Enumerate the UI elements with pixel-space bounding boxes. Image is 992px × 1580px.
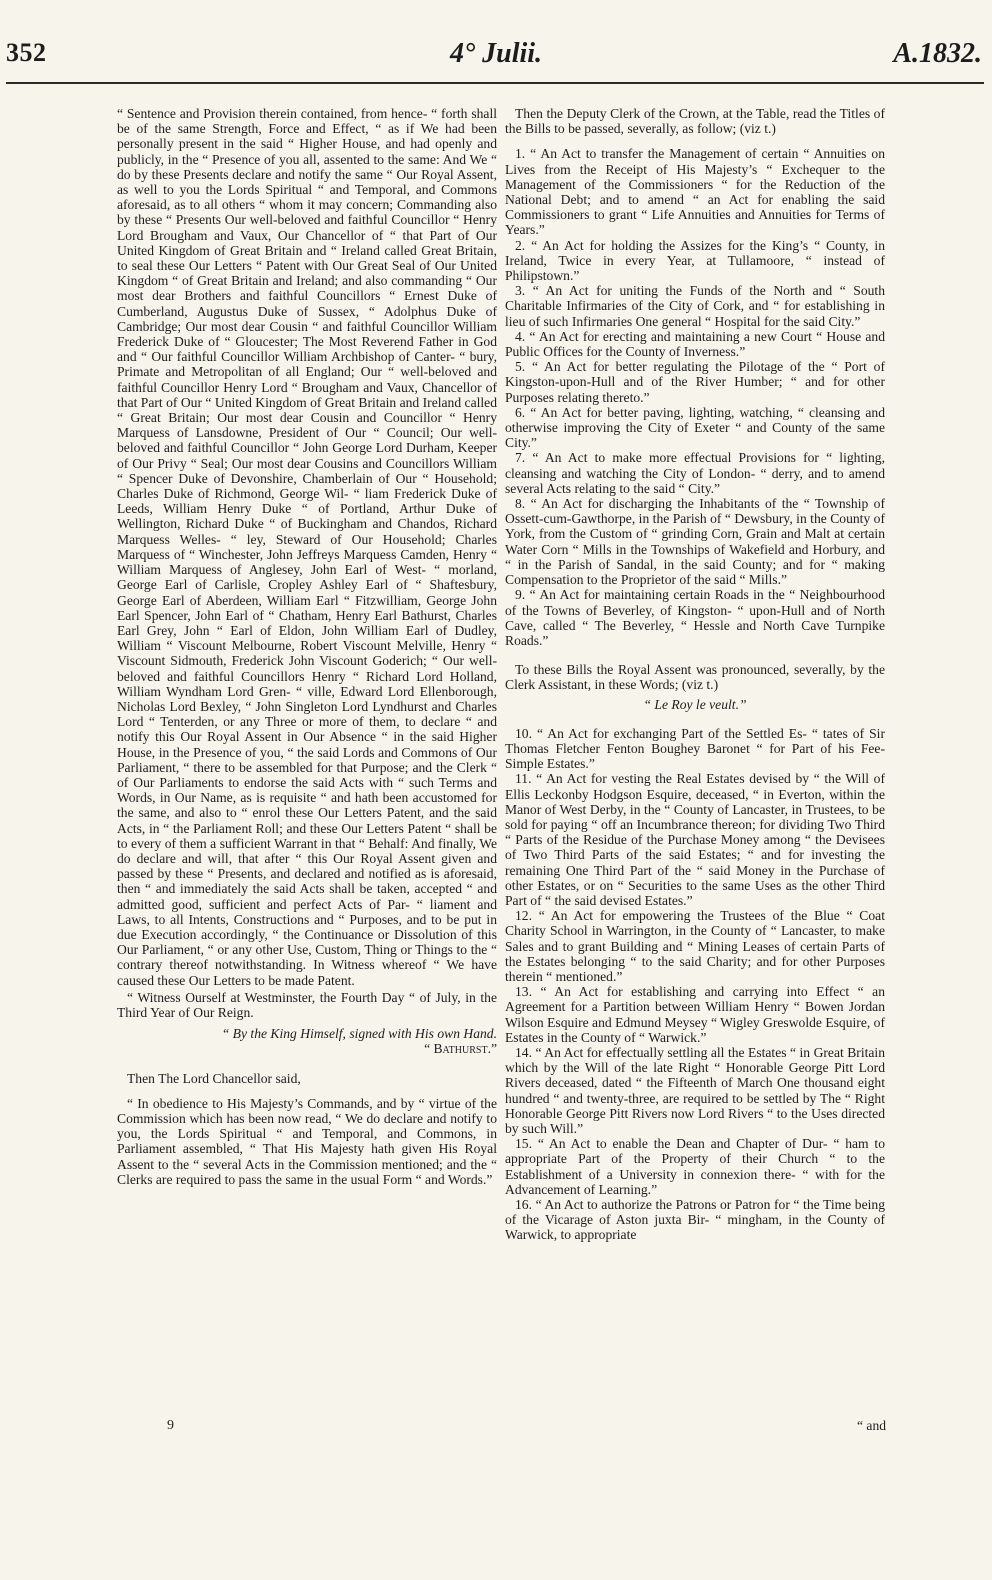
assent-formula: “ Le Roy le veult.” xyxy=(643,696,747,712)
catchword: “ and xyxy=(857,1418,887,1433)
bill-item xyxy=(505,771,885,908)
bill-title: “ An Act to make more effectual Provisions for “ lighting, cleansing and watching the City of London- “ derry, and to amend several Acts relating to the said “ City.” xyxy=(505,450,885,496)
bill-title: “ An Act to authorize the Patrons or Patron for “ the Time being of the Vicarage of Aston juxta Bir- “ mingham, in the County of Warwick, to appropriate xyxy=(505,1197,885,1243)
bill-title: “ An Act for erecting and maintaining a new Court “ House and Public Offices for the County of Inverness.” xyxy=(505,328,885,360)
bill-number: 1. xyxy=(515,146,526,162)
bill-item xyxy=(505,1045,885,1136)
bill-title: “ An Act for empowering the Trustees of the Blue “ Coat Charity School in Warrington, in the County of “ Lancaster, to make Sales and to grant Building and “ Mining Leases of certain Parts of the Estates belonging “ to the said Charity; and for other Purposes therein “ mentioned.” xyxy=(505,908,885,984)
witness-clause: “ Witness Ourself at Westminster, the Fourth Day “ of July, in the Third Year of Our Reign. xyxy=(117,989,497,1020)
bill-title: “ An Act to transfer the Management of certain “ Annuities on Lives from the Receipt of His Majesty’s “ Exchequer to the Management of the Commissioners “ for the Reduction of the National Debt; and to amend “ an Act for enabling the said Commissioners to grant “ Life Annuities and Annuities for Terms of Years.” xyxy=(505,146,885,238)
bill-title: “ An Act for uniting the Funds of the North and “ South Charitable Infirmaries of the City of Cork, and “ for establishing in lieu of such Infirmaries One general “ Hospital for the said City.” xyxy=(505,283,885,329)
right-column xyxy=(505,106,885,1243)
page-number: 352 xyxy=(6,38,47,67)
bill-number: 9. xyxy=(515,587,526,603)
bill-number: 15. xyxy=(515,1136,532,1152)
bill-item xyxy=(505,984,885,1045)
page-date: 4° Julii. xyxy=(449,38,543,69)
bill-title: “ An Act for discharging the Inhabitants of the “ Township of Ossett-cum-Gawthorpe, in the Parish of “ Dewsbury, in the County of York, from the Custom of “ grinding Corn, Grain and Malt at certain Water Corn “ Mills in the Townships of Wakefield and Horbury, and “ in the Parish of Sandal, in the said County; and for “ making Compensation to the Proprietor of the said “ Mills.” xyxy=(505,496,885,588)
private-bills-list xyxy=(505,726,885,1243)
bill-number: 16. xyxy=(515,1197,532,1213)
by-the-king: “ By the King Himself, signed with His own Hand. xyxy=(221,1026,497,1042)
bill-number: 3. xyxy=(515,283,526,299)
signature-mark: 9 xyxy=(167,1418,174,1433)
assent-intro: To these Bills the Royal Assent was pronounced, severally, by the Clerk Assistant, in these Words; (viz t.) xyxy=(505,662,885,693)
clerk-intro: Then the Deputy Clerk of the Crown, at the Table, read the Titles of the Bills to be passed, severally, as follow; (viz t.) xyxy=(505,106,885,137)
page-year: A.1832. xyxy=(893,38,982,69)
bill-number: 5. xyxy=(515,359,526,375)
chancellor-speech: “ In obedience to His Majesty’s Commands, and by “ virtue of the Commission which has been now read, “ We do declare and notify to you, the Lords Spiritual “ and Temporal, and Commons, in Parliament assembled, “ That His Majesty hath given His Royal Assent to the “ several Acts in the Commission mentioned; and the “ Clerks are required to pass the same in the usual Form “ and Words.” xyxy=(117,1095,497,1187)
bill-number: 13. xyxy=(515,984,532,1000)
bill-title: “ An Act for holding the Assizes for the King’s “ County, in Ireland, Twice in every Year, at Tullamoore, “ instead of Philipstown.” xyxy=(505,237,885,284)
bill-number: 4. xyxy=(515,328,526,344)
bill-item xyxy=(505,146,885,237)
chancellor-intro: Then The Lord Chancellor said, xyxy=(127,1070,301,1086)
bill-number: 10. xyxy=(515,725,532,741)
header-rule xyxy=(6,82,984,84)
bill-number: 2. xyxy=(515,237,526,253)
bill-title: “ An Act for maintaining certain Roads in the “ Neighbourhood of the Towns of Beverley, of Kingston- “ upon-Hull and of North Cave, called “ The Beverley, “ Hessle and North Cave Turnpike Roads.” xyxy=(505,587,885,648)
bill-title: “ An Act for better regulating the Pilotage of the “ Port of Kingston-upon-Hull and of the River Humber; “ and for other Purposes relating thereto.” xyxy=(505,359,885,405)
bill-title: “ An Act for vesting the Real Estates devised by “ the Will of Ellis Leckonby Hodgson Esquire, deceased, “ in Everton, within the Manor of West Derby, in the “ County of Lancaster, in Trustees, to be sold for paying “ off an Incumbrance thereon; for dividing Two Third “ Parts of the Residue of the Purchase Money among “ the Devisees of Two Third Parts of the said Estates; “ and for investing the remaining One Third Part of the “ said Money in the Purchase of other Estates, or on “ Securities to the same Uses as the other Third Part of “ the said devised Estates.” xyxy=(505,771,885,908)
page-header xyxy=(0,38,992,78)
bill-title: “ An Act for better paving, lighting, watching, “ cleansing and otherwise improving the City of Exeter “ and County of the same City.” xyxy=(505,404,885,451)
bill-item xyxy=(505,238,885,284)
bill-title: “ An Act for exchanging Part of the Settled Es- “ tates of Sir Thomas Fletcher Fenton Boughey Baronet “ for Part of his Fee-Simple Estates.” xyxy=(505,725,885,772)
commission-text: “ Sentence and Provision therein contained, from hence- “ forth shall be of the same Strength, Force and Effect, “ as if We had been personally present in the said “ Higher House, and had openly and publicly, in the “ Presence of you all, assented to the same: And We “ do by these Presents declare and notify the same “ Our Royal Assent, as well to you the Lords Spiritual “ and Temporal, and Commons aforesaid, as to all others “ whom it may concern; Commanding also by these “ Presents Our well-beloved and faithful Councillor “ Henry Lord Brougham and Vaux, Our Chancellor of “ that Part of Our United Kingdom of Great Britain and “ Ireland called Great Britain, to seal these Our Letters “ Patent with Our Great Seal of Our United Kingdom “ of Great Britain and Ireland; and also commanding “ Our most dear Brothers and faithful Councillors “ Ernest Duke of Cumberland, Augustus Duke of Sussex, “ Adolphus Duke of Cambridge; Our most dear Cousin “ and faithful Councillor William Frederick Duke of “ Gloucester; The Most Reverend Father in God and “ Our faithful Councillor William Archbishop of Canter- “ bury, Primate and Metropolitan of all England; Our “ well-beloved and faithful Councillor Henry Lord “ Brougham and Vaux, Chancellor of that Part of Our “ United Kingdom of Great Britain and Ireland called “ Great Britain; Our most dear Cousin and Councillor “ Henry Marquess of Lansdowne, President of Our “ Council; Our well-beloved and faithful Councillor “ John George Lord Durham, Keeper of Our Privy “ Seal; Our most dear Cousins and Councillors William “ Spencer Duke of Devonshire, Chamberlain of Our “ Household; Charles Duke of Richmond, George Wil- “ liam Frederick Duke of Leeds, William Henry Duke “ of Portland, Arthur Duke of Wellington, Richard Duke “ of Buckingham and Chandos, Richard Marquess Welles- “ ley, Steward of Our Household; Charles Marquess of “ Winchester, John Jeffreys Marquess Camden, Henry “ William Marquess of Anglesey, John Earl of West- “ morland, George Earl of Carlisle, Cropley Ashley Earl of “ Shaftesbury, George Earl of Aberdeen, William Earl “ Fitzwilliam, George John Earl Spencer, John Earl of “ Chatham, Henry Earl Bathurst, Charles Earl Grey, John “ Earl of Eldon, John William Earl of Dudley, William “ Viscount Melbourne, Robert Viscount Melville, Henry “ Viscount Sidmouth, Frederick John Viscount Goderich; “ Our well-beloved and faithful Councillors Henry “ Richard Lord Holland, William Wyndham Lord Gren- “ ville, Edward Lord Ellenborough, Nicholas Lord Bexley, “ John Singleton Lord Lyndhurst and Charles Lord “ Tenterden, or any Three or more of them, to declare “ and notify this Our Royal Assent in Our Absence “ in the said Higher House, in the Presence of you, “ the said Lords and Commons of Our Parliament, “ there to be assembled for that Purpose; and the Clerk “ of Our Parliaments to endorse the said Acts with “ such Terms and Words, in Our Name, as is requisite “ and hath been accustomed for the same, and also to “ enrol these Our Letters Patent, and the said Acts, in “ the Parliament Roll; and these Our Letters Patent “ shall be to every of them a sufficient Warrant in that “ Behalf: And finally, We do declare and will, that after “ this Our Royal Assent given and passed by these “ Presents, and declared and notified as is aforesaid, then “ and immediately the said Acts shall be taken, accepted “ and admitted good, sufficient and perfect Acts of Par- “ liament and Laws, to all Intents, Constructions and “ Purposes, and to be put in due Execution accordingly, “ the Continuance or Dissolution of this Our Parliament, “ or any other Use, Custom, Thing or Things to the “ contrary thereof notwithstanding. In Witness whereof “ We have caused these Our Letters to be made Patent. xyxy=(117,106,497,988)
bill-title: “ An Act to enable the Dean and Chapter of Dur- “ ham to appropriate Part of the Property of their Church “ to the Establishment of a University in connexion there- “ with for the Advancement of Learning.” xyxy=(505,1136,885,1197)
signature-bathurst: “ Bathurst.” xyxy=(424,1041,497,1057)
bill-item xyxy=(505,283,885,329)
bill-number: 6. xyxy=(515,404,526,420)
bill-title: “ An Act for establishing and carrying into Effect “ an Agreement for a Partition between William Henry “ Bowen Jordan Wilson Esquire and Edmund Meysey “ Wigley Greswolde Esquire, of Estates in the County of “ Warwick.” xyxy=(505,984,885,1045)
bill-number: 11. xyxy=(515,771,532,787)
public-bills-list xyxy=(505,146,885,648)
bill-number: 12. xyxy=(515,908,532,924)
bill-item xyxy=(505,1136,885,1197)
bill-number: 8. xyxy=(515,496,526,512)
bill-item xyxy=(505,450,885,496)
left-column xyxy=(117,106,497,1187)
bill-item xyxy=(505,587,885,648)
bill-item xyxy=(505,329,885,359)
bill-number: 7. xyxy=(515,450,526,466)
bill-title: “ An Act for effectually settling all the Estates “ in Great Britain which by the Will of the late Right “ Honorable George Pitt Lord Rivers deceased, dated “ the Fifteenth of March One thousand eight hundred “ and twenty-three, are required to be settled by The “ Right Honorable George Pitt Rivers now Lord Rivers “ to the Uses directed by such Will.” xyxy=(505,1044,885,1136)
bill-item xyxy=(505,496,885,587)
bill-item xyxy=(505,405,885,451)
bill-item xyxy=(505,359,885,405)
bill-number: 14. xyxy=(515,1044,532,1060)
bill-item xyxy=(505,1197,885,1243)
bill-item xyxy=(505,908,885,984)
bill-item xyxy=(505,726,885,772)
